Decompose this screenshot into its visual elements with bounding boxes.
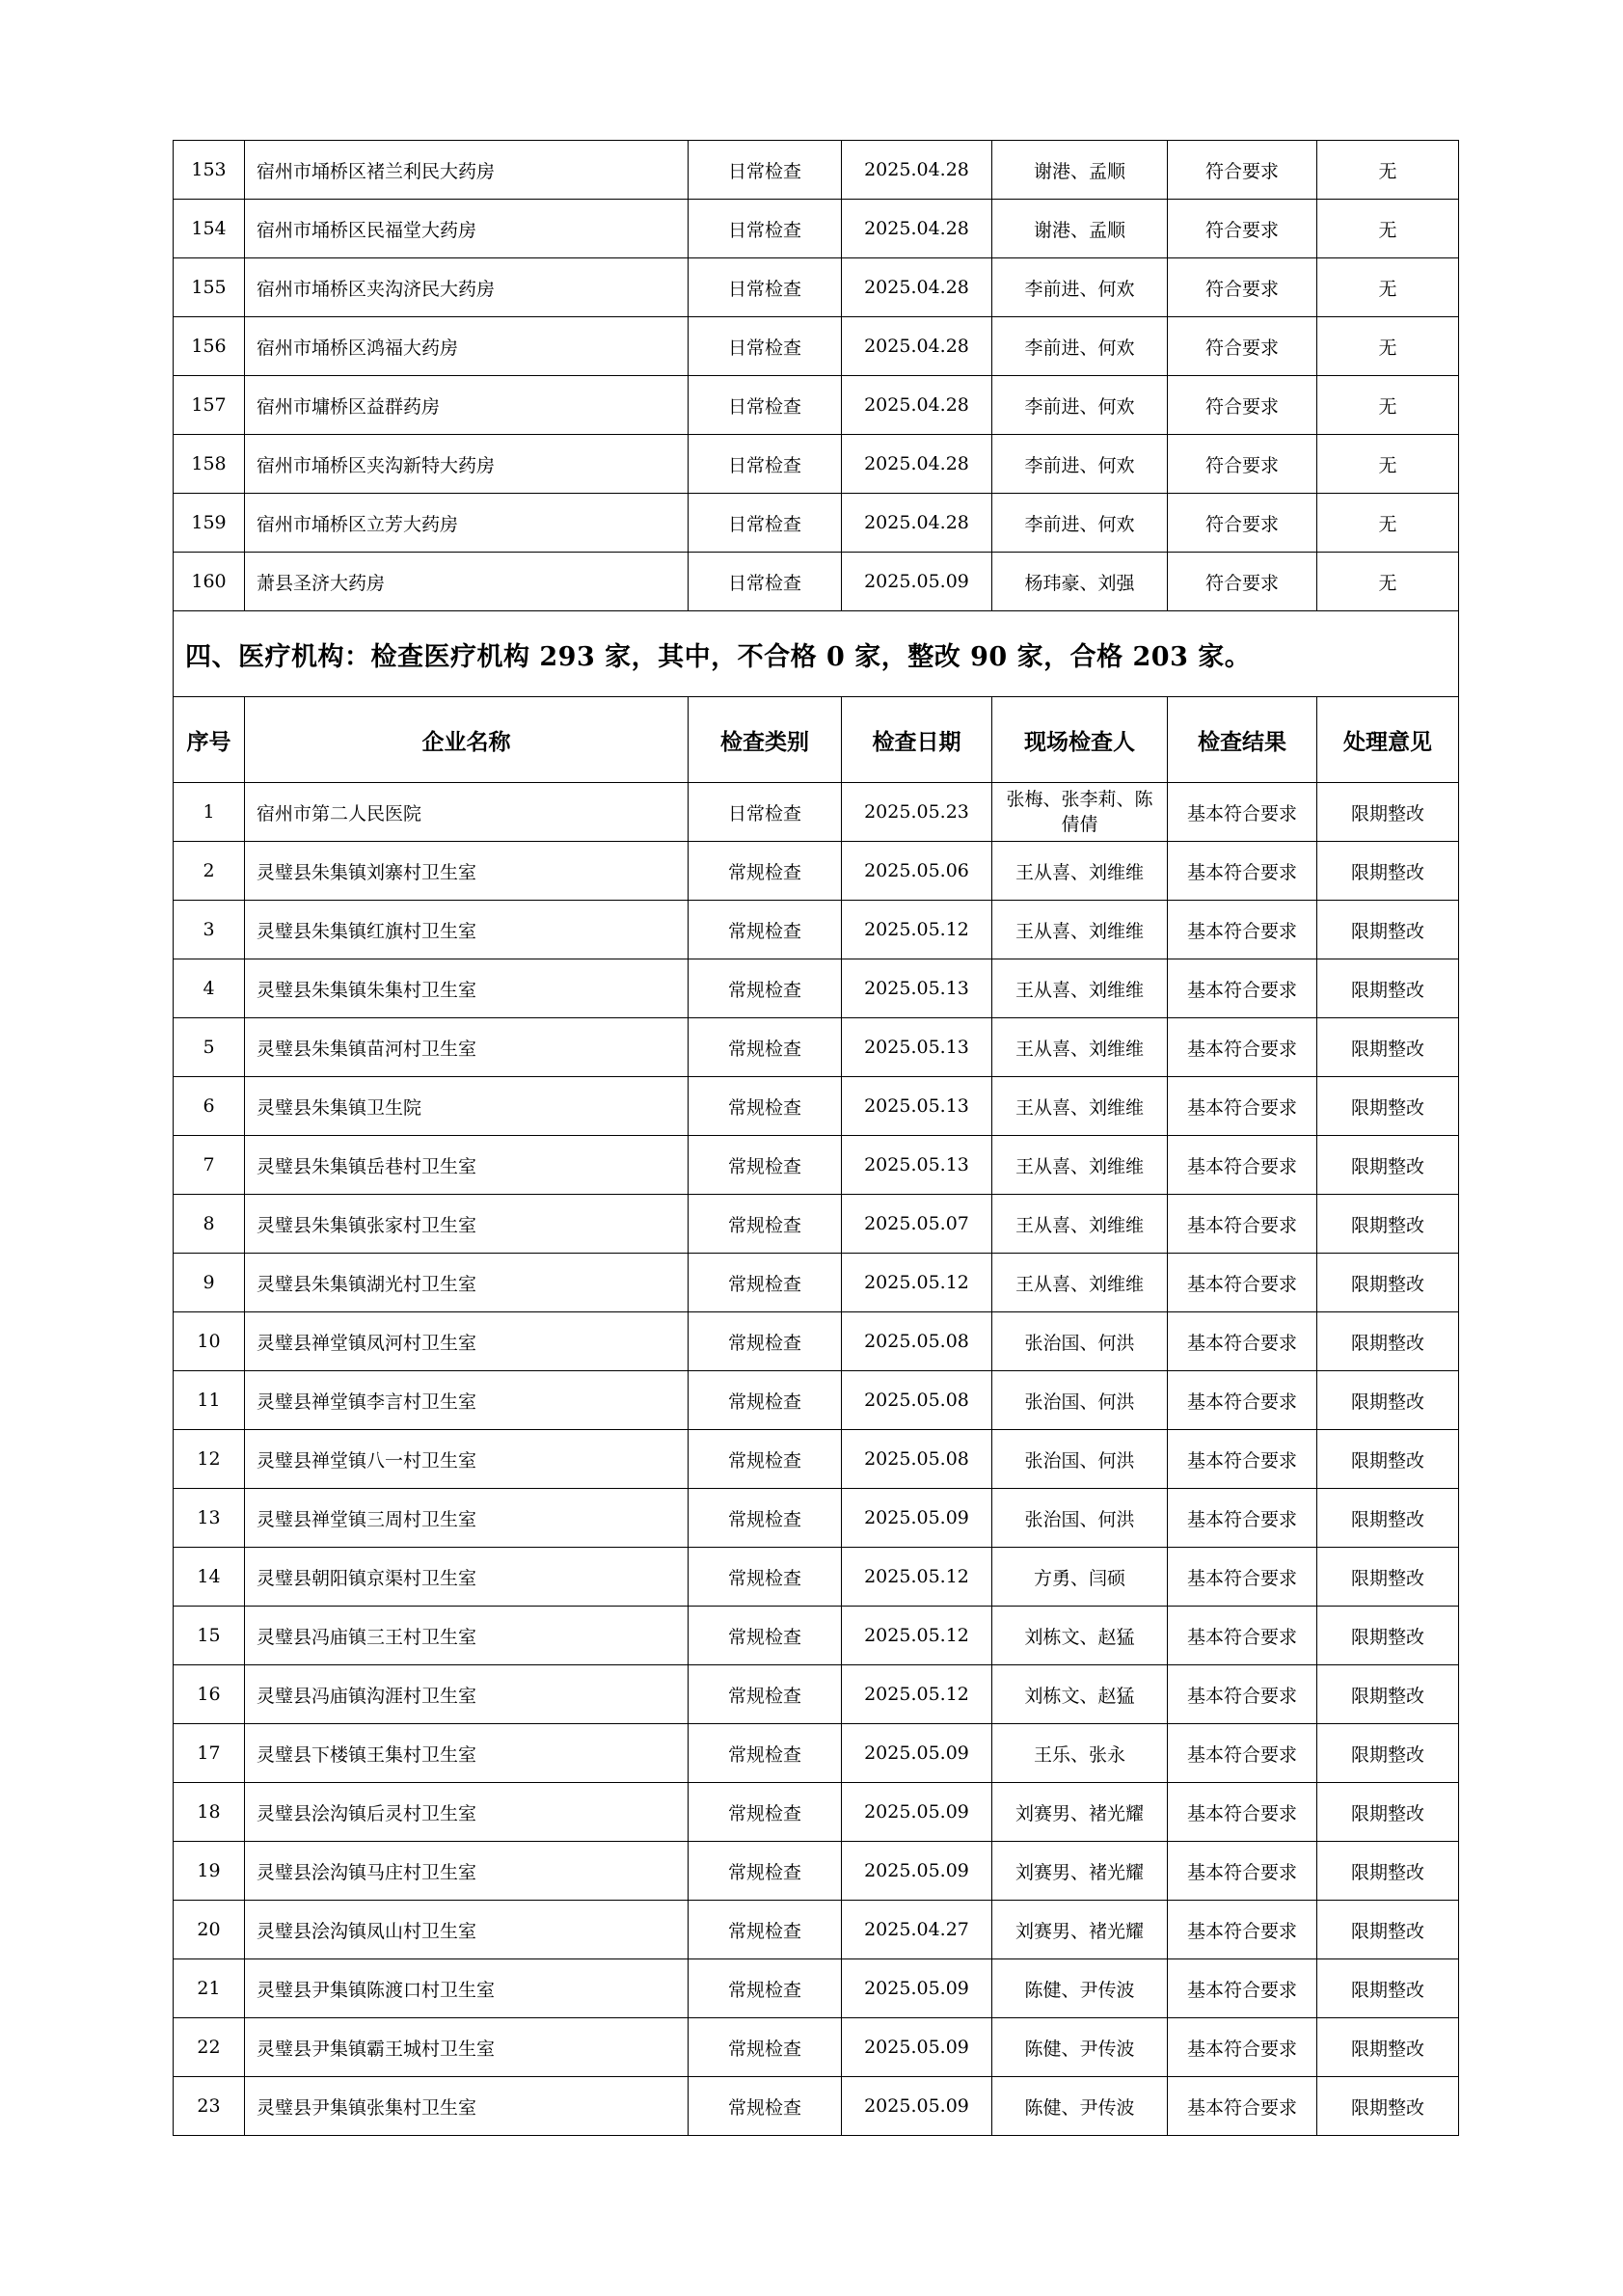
- section-row: [174, 611, 1459, 697]
- cell-type: 常规检查: [689, 1724, 842, 1783]
- cell-date: 2025.04.28: [842, 376, 992, 435]
- medical-rows: [174, 783, 1459, 2136]
- section-title: 四、医疗机构：检查医疗机构 293 家，其中，不合格 0 家，整改 90 家，合格 203 家。: [174, 611, 1459, 697]
- cell-opinion: 无: [1317, 494, 1459, 553]
- cell-date: 2025.05.07: [842, 1195, 992, 1254]
- cell-type: 日常检查: [689, 435, 842, 494]
- cell-no: 156: [174, 317, 245, 376]
- table-row: [174, 1195, 1459, 1254]
- cell-type: 常规检查: [689, 1842, 842, 1901]
- cell-name: 萧县圣济大药房: [245, 553, 689, 611]
- cell-date: 2025.05.12: [842, 1254, 992, 1312]
- cell-inspectors: 李前进、何欢: [992, 494, 1168, 553]
- cell-no: 5: [174, 1018, 245, 1077]
- header-name: 企业名称: [245, 697, 689, 783]
- cell-date: 2025.05.09: [842, 1489, 992, 1548]
- cell-inspectors: 李前进、何欢: [992, 376, 1168, 435]
- cell-opinion: 限期整改: [1317, 1371, 1459, 1430]
- cell-name: 宿州市埇桥区鸿福大药房: [245, 317, 689, 376]
- table-row: [174, 1312, 1459, 1371]
- cell-result: 基本符合要求: [1168, 959, 1317, 1018]
- cell-date: 2025.04.28: [842, 141, 992, 200]
- cell-type: 常规检查: [689, 2018, 842, 2077]
- cell-date: 2025.05.09: [842, 1724, 992, 1783]
- document-page: [173, 140, 1458, 2136]
- cell-type: 日常检查: [689, 258, 842, 317]
- cell-result: 符合要求: [1168, 317, 1317, 376]
- cell-inspectors: 方勇、闫硕: [992, 1548, 1168, 1607]
- table-row: [174, 2077, 1459, 2136]
- cell-no: 20: [174, 1901, 245, 1959]
- cell-result: 符合要求: [1168, 494, 1317, 553]
- cell-name: 灵璧县尹集镇张集村卫生室: [245, 2077, 689, 2136]
- table-row: [174, 1607, 1459, 1665]
- cell-type: 常规检查: [689, 1371, 842, 1430]
- cell-inspectors: 张治国、何洪: [992, 1489, 1168, 1548]
- cell-type: 常规检查: [689, 1959, 842, 2018]
- cell-no: 14: [174, 1548, 245, 1607]
- cell-type: 日常检查: [689, 200, 842, 258]
- cell-name: 灵璧县朱集镇张家村卫生室: [245, 1195, 689, 1254]
- cell-date: 2025.05.08: [842, 1371, 992, 1430]
- cell-date: 2025.05.09: [842, 2077, 992, 2136]
- cell-result: 基本符合要求: [1168, 1312, 1317, 1371]
- cell-name: 宿州市埇桥区立芳大药房: [245, 494, 689, 553]
- header-result: 检查结果: [1168, 697, 1317, 783]
- cell-result: 基本符合要求: [1168, 1901, 1317, 1959]
- table-row: [174, 376, 1459, 435]
- cell-result: 基本符合要求: [1168, 842, 1317, 901]
- cell-opinion: 限期整改: [1317, 1607, 1459, 1665]
- cell-date: 2025.04.28: [842, 258, 992, 317]
- cell-inspectors: 谢港、孟顺: [992, 200, 1168, 258]
- table-row: [174, 1371, 1459, 1430]
- cell-no: 9: [174, 1254, 245, 1312]
- cell-inspectors: 张治国、何洪: [992, 1430, 1168, 1489]
- cell-date: 2025.05.09: [842, 553, 992, 611]
- cell-result: 基本符合要求: [1168, 1783, 1317, 1842]
- cell-opinion: 无: [1317, 376, 1459, 435]
- cell-no: 1: [174, 783, 245, 842]
- cell-type: 常规检查: [689, 1548, 842, 1607]
- cell-type: 日常检查: [689, 783, 842, 842]
- cell-opinion: 限期整改: [1317, 1842, 1459, 1901]
- cell-type: 常规检查: [689, 1312, 842, 1371]
- cell-result: 基本符合要求: [1168, 2018, 1317, 2077]
- cell-result: 基本符合要求: [1168, 1077, 1317, 1136]
- table-row: [174, 435, 1459, 494]
- cell-opinion: 限期整改: [1317, 1430, 1459, 1489]
- cell-type: 日常检查: [689, 141, 842, 200]
- table-row: [174, 1724, 1459, 1783]
- cell-inspectors: 刘赛男、褚光耀: [992, 1901, 1168, 1959]
- cell-opinion: 限期整改: [1317, 1312, 1459, 1371]
- cell-result: 基本符合要求: [1168, 1489, 1317, 1548]
- header-date: 检查日期: [842, 697, 992, 783]
- cell-result: 基本符合要求: [1168, 901, 1317, 959]
- cell-date: 2025.05.09: [842, 1842, 992, 1901]
- cell-type: 常规检查: [689, 1430, 842, 1489]
- cell-result: 基本符合要求: [1168, 1371, 1317, 1430]
- cell-type: 常规检查: [689, 1018, 842, 1077]
- cell-inspectors: 杨玮豪、刘强: [992, 553, 1168, 611]
- table-row: [174, 959, 1459, 1018]
- cell-result: 基本符合要求: [1168, 783, 1317, 842]
- cell-type: 常规检查: [689, 2077, 842, 2136]
- cell-inspectors: 刘栋文、赵猛: [992, 1607, 1168, 1665]
- cell-name: 灵璧县朱集镇卫生院: [245, 1077, 689, 1136]
- cell-result: 基本符合要求: [1168, 1842, 1317, 1901]
- table-row: [174, 1665, 1459, 1724]
- table-row: [174, 1430, 1459, 1489]
- cell-name: 灵璧县朱集镇刘寨村卫生室: [245, 842, 689, 901]
- cell-inspectors: 李前进、何欢: [992, 258, 1168, 317]
- cell-date: 2025.05.13: [842, 1136, 992, 1195]
- cell-no: 17: [174, 1724, 245, 1783]
- cell-name: 灵璧县浍沟镇马庄村卫生室: [245, 1842, 689, 1901]
- cell-opinion: 限期整改: [1317, 1665, 1459, 1724]
- header-inspectors: 现场检查人: [992, 697, 1168, 783]
- cell-opinion: 限期整改: [1317, 783, 1459, 842]
- cell-opinion: 限期整改: [1317, 2018, 1459, 2077]
- header-type: 检查类别: [689, 697, 842, 783]
- table-row: [174, 141, 1459, 200]
- cell-date: 2025.05.09: [842, 2018, 992, 2077]
- cell-no: 19: [174, 1842, 245, 1901]
- cell-opinion: 限期整改: [1317, 1489, 1459, 1548]
- cell-opinion: 限期整改: [1317, 842, 1459, 901]
- cell-type: 常规检查: [689, 1489, 842, 1548]
- cell-date: 2025.05.13: [842, 1018, 992, 1077]
- table-row: [174, 783, 1459, 842]
- table-row: [174, 1018, 1459, 1077]
- cell-inspectors: 王从喜、刘维维: [992, 842, 1168, 901]
- cell-name: 灵璧县朱集镇湖光村卫生室: [245, 1254, 689, 1312]
- cell-date: 2025.04.28: [842, 435, 992, 494]
- cell-date: 2025.05.12: [842, 1548, 992, 1607]
- cell-inspectors: 王从喜、刘维维: [992, 901, 1168, 959]
- cell-opinion: 限期整改: [1317, 901, 1459, 959]
- cell-opinion: 无: [1317, 435, 1459, 494]
- cell-date: 2025.04.27: [842, 1901, 992, 1959]
- cell-result: 基本符合要求: [1168, 1018, 1317, 1077]
- cell-date: 2025.05.23: [842, 783, 992, 842]
- cell-result: 基本符合要求: [1168, 1254, 1317, 1312]
- header-no: 序号: [174, 697, 245, 783]
- cell-result: 基本符合要求: [1168, 2077, 1317, 2136]
- cell-opinion: 限期整改: [1317, 1077, 1459, 1136]
- cell-opinion: 限期整改: [1317, 2077, 1459, 2136]
- cell-name: 宿州市墉桥区益群药房: [245, 376, 689, 435]
- cell-name: 宿州市第二人民医院: [245, 783, 689, 842]
- cell-no: 3: [174, 901, 245, 959]
- cell-no: 12: [174, 1430, 245, 1489]
- cell-name: 灵璧县冯庙镇三王村卫生室: [245, 1607, 689, 1665]
- cell-date: 2025.04.28: [842, 317, 992, 376]
- inspection-table: [173, 140, 1459, 2136]
- table-row: [174, 1136, 1459, 1195]
- cell-result: 基本符合要求: [1168, 1195, 1317, 1254]
- cell-type: 日常检查: [689, 494, 842, 553]
- cell-type: 常规检查: [689, 901, 842, 959]
- cell-result: 符合要求: [1168, 200, 1317, 258]
- cell-no: 157: [174, 376, 245, 435]
- cell-type: 常规检查: [689, 1136, 842, 1195]
- table-row: [174, 494, 1459, 553]
- cell-name: 灵璧县朱集镇红旗村卫生室: [245, 901, 689, 959]
- table-row: [174, 1842, 1459, 1901]
- cell-name: 灵璧县浍沟镇凤山村卫生室: [245, 1901, 689, 1959]
- table-row: [174, 1783, 1459, 1842]
- cell-date: 2025.05.13: [842, 959, 992, 1018]
- cell-date: 2025.05.08: [842, 1312, 992, 1371]
- cell-name: 宿州市埇桥区夹沟济民大药房: [245, 258, 689, 317]
- cell-date: 2025.05.12: [842, 901, 992, 959]
- cell-no: 154: [174, 200, 245, 258]
- cell-inspectors: 王从喜、刘维维: [992, 1136, 1168, 1195]
- table-row: [174, 553, 1459, 611]
- cell-opinion: 限期整改: [1317, 1136, 1459, 1195]
- cell-name: 灵璧县下楼镇王集村卫生室: [245, 1724, 689, 1783]
- cell-inspectors: 谢港、孟顺: [992, 141, 1168, 200]
- cell-result: 符合要求: [1168, 376, 1317, 435]
- cell-type: 常规检查: [689, 1195, 842, 1254]
- cell-name: 宿州市埇桥区夹沟新特大药房: [245, 435, 689, 494]
- cell-inspectors: 陈健、尹传波: [992, 2077, 1168, 2136]
- cell-result: 符合要求: [1168, 553, 1317, 611]
- cell-inspectors: 刘赛男、褚光耀: [992, 1783, 1168, 1842]
- cell-no: 4: [174, 959, 245, 1018]
- cell-opinion: 无: [1317, 200, 1459, 258]
- table-row: [174, 200, 1459, 258]
- cell-date: 2025.05.09: [842, 1783, 992, 1842]
- cell-type: 常规检查: [689, 1607, 842, 1665]
- cell-no: 18: [174, 1783, 245, 1842]
- cell-name: 宿州市埇桥区褚兰利民大药房: [245, 141, 689, 200]
- cell-inspectors: 李前进、何欢: [992, 435, 1168, 494]
- cell-opinion: 限期整改: [1317, 1195, 1459, 1254]
- table-row: [174, 901, 1459, 959]
- table-row: [174, 1959, 1459, 2018]
- cell-result: 基本符合要求: [1168, 1959, 1317, 2018]
- cell-result: 基本符合要求: [1168, 1607, 1317, 1665]
- cell-date: 2025.05.06: [842, 842, 992, 901]
- cell-inspectors: 张梅、张李莉、陈倩倩: [992, 783, 1168, 842]
- cell-name: 宿州市埇桥区民福堂大药房: [245, 200, 689, 258]
- cell-no: 155: [174, 258, 245, 317]
- header-row: [174, 697, 1459, 783]
- cell-inspectors: 王乐、张永: [992, 1724, 1168, 1783]
- cell-result: 符合要求: [1168, 258, 1317, 317]
- cell-inspectors: 刘栋文、赵猛: [992, 1665, 1168, 1724]
- cell-name: 灵璧县浍沟镇后灵村卫生室: [245, 1783, 689, 1842]
- cell-no: 13: [174, 1489, 245, 1548]
- cell-type: 常规检查: [689, 1783, 842, 1842]
- cell-result: 基本符合要求: [1168, 1665, 1317, 1724]
- cell-inspectors: 张治国、何洪: [992, 1312, 1168, 1371]
- cell-type: 日常检查: [689, 553, 842, 611]
- cell-date: 2025.04.28: [842, 494, 992, 553]
- cell-no: 10: [174, 1312, 245, 1371]
- cell-name: 灵璧县冯庙镇沟涯村卫生室: [245, 1665, 689, 1724]
- cell-type: 常规检查: [689, 1254, 842, 1312]
- cell-opinion: 限期整改: [1317, 1783, 1459, 1842]
- table-row: [174, 1548, 1459, 1607]
- cell-opinion: 限期整改: [1317, 1959, 1459, 2018]
- cell-no: 15: [174, 1607, 245, 1665]
- cell-result: 基本符合要求: [1168, 1430, 1317, 1489]
- cell-type: 常规检查: [689, 842, 842, 901]
- cell-date: 2025.05.09: [842, 1959, 992, 2018]
- cell-no: 23: [174, 2077, 245, 2136]
- cell-inspectors: 陈健、尹传波: [992, 1959, 1168, 2018]
- cell-name: 灵璧县朱集镇苗河村卫生室: [245, 1018, 689, 1077]
- cell-no: 158: [174, 435, 245, 494]
- cell-type: 日常检查: [689, 317, 842, 376]
- table-row: [174, 258, 1459, 317]
- cell-result: 符合要求: [1168, 141, 1317, 200]
- cell-opinion: 无: [1317, 258, 1459, 317]
- cell-no: 2: [174, 842, 245, 901]
- cell-name: 灵璧县朱集镇岳巷村卫生室: [245, 1136, 689, 1195]
- cell-name: 灵璧县尹集镇霸王城村卫生室: [245, 2018, 689, 2077]
- cell-date: 2025.05.12: [842, 1607, 992, 1665]
- pharmacy-rows: [174, 141, 1459, 611]
- cell-opinion: 无: [1317, 317, 1459, 376]
- cell-no: 6: [174, 1077, 245, 1136]
- cell-result: 基本符合要求: [1168, 1548, 1317, 1607]
- cell-name: 灵璧县禅堂镇李言村卫生室: [245, 1371, 689, 1430]
- cell-date: 2025.05.13: [842, 1077, 992, 1136]
- cell-no: 8: [174, 1195, 245, 1254]
- cell-date: 2025.04.28: [842, 200, 992, 258]
- table-row: [174, 317, 1459, 376]
- table-row: [174, 842, 1459, 901]
- table-row: [174, 1077, 1459, 1136]
- cell-name: 灵璧县朱集镇朱集村卫生室: [245, 959, 689, 1018]
- cell-no: 16: [174, 1665, 245, 1724]
- header-opinion: 处理意见: [1317, 697, 1459, 783]
- cell-inspectors: 王从喜、刘维维: [992, 1254, 1168, 1312]
- cell-result: 符合要求: [1168, 435, 1317, 494]
- cell-type: 常规检查: [689, 1665, 842, 1724]
- cell-no: 153: [174, 141, 245, 200]
- cell-opinion: 限期整改: [1317, 1018, 1459, 1077]
- cell-opinion: 限期整改: [1317, 1254, 1459, 1312]
- cell-type: 常规检查: [689, 959, 842, 1018]
- cell-no: 159: [174, 494, 245, 553]
- cell-inspectors: 王从喜、刘维维: [992, 1077, 1168, 1136]
- cell-no: 22: [174, 2018, 245, 2077]
- cell-name: 灵璧县禅堂镇凤河村卫生室: [245, 1312, 689, 1371]
- cell-opinion: 限期整改: [1317, 959, 1459, 1018]
- cell-date: 2025.05.08: [842, 1430, 992, 1489]
- cell-inspectors: 王从喜、刘维维: [992, 1018, 1168, 1077]
- cell-result: 基本符合要求: [1168, 1724, 1317, 1783]
- cell-name: 灵璧县禅堂镇三周村卫生室: [245, 1489, 689, 1548]
- cell-inspectors: 陈健、尹传波: [992, 2018, 1168, 2077]
- cell-inspectors: 王从喜、刘维维: [992, 1195, 1168, 1254]
- cell-no: 11: [174, 1371, 245, 1430]
- table-row: [174, 1489, 1459, 1548]
- cell-no: 21: [174, 1959, 245, 2018]
- cell-inspectors: 张治国、何洪: [992, 1371, 1168, 1430]
- cell-opinion: 限期整改: [1317, 1901, 1459, 1959]
- cell-opinion: 限期整改: [1317, 1724, 1459, 1783]
- medical-section: [174, 611, 1459, 783]
- cell-date: 2025.05.12: [842, 1665, 992, 1724]
- cell-inspectors: 王从喜、刘维维: [992, 959, 1168, 1018]
- cell-opinion: 无: [1317, 141, 1459, 200]
- cell-name: 灵璧县朝阳镇京渠村卫生室: [245, 1548, 689, 1607]
- cell-type: 常规检查: [689, 1901, 842, 1959]
- table-row: [174, 1901, 1459, 1959]
- cell-inspectors: 刘赛男、褚光耀: [992, 1842, 1168, 1901]
- table-row: [174, 1254, 1459, 1312]
- cell-inspectors: 李前进、何欢: [992, 317, 1168, 376]
- table-row: [174, 2018, 1459, 2077]
- cell-opinion: 无: [1317, 553, 1459, 611]
- cell-name: 灵璧县禅堂镇八一村卫生室: [245, 1430, 689, 1489]
- cell-result: 基本符合要求: [1168, 1136, 1317, 1195]
- cell-name: 灵璧县尹集镇陈渡口村卫生室: [245, 1959, 689, 2018]
- cell-opinion: 限期整改: [1317, 1548, 1459, 1607]
- cell-type: 日常检查: [689, 376, 842, 435]
- cell-type: 常规检查: [689, 1077, 842, 1136]
- cell-no: 7: [174, 1136, 245, 1195]
- cell-no: 160: [174, 553, 245, 611]
